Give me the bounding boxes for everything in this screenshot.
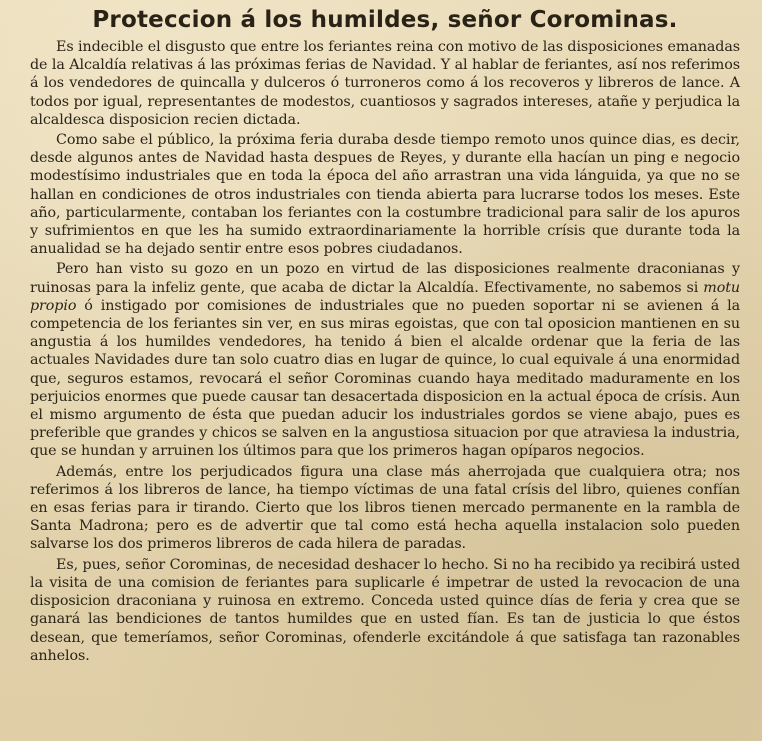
- article-title: Proteccion á los humildes, señor Corominas.: [92, 7, 678, 33]
- paragraph-5: Es, pues, señor Corominas, de necesidad deshacer lo hecho. Si no ha recibido ya recibirá usted la visita de una comision de feriantes para suplicarle é impetrar de usted la revocacion de una disposicion draconiana y ruinosa en extremo. Conceda usted quince días de feria y crea que se ganará las bendiciones de tantos humildes que en usted fían. Es tan de justicia lo que éstos desean, que temeríamos, señor Corominas, ofenderle excitándole á que satisfaga tan razonables anhelos.: [30, 556, 740, 664]
- paragraph-2: Como sabe el público, la próxima feria duraba desde tiempo remoto unos quince dias, es decir, desde algunos antes de Navidad hasta despues de Reyes, y durante ella hacían un ping e negocio modestísimo industriales que en toda la época del año arrastran una vida lánguida, ya que no se hallan en condiciones de otros industriales con tienda abierta para lucrarse todos los meses. Este año, particularmente, contaban los feriantes con la costumbre tradicional para salir de los apuros y sufrimientos en que les ha sumido extraordinariamente la horrible crísis que durante toda la anualidad se ha dejado sentir entre esos pobres ciudadanos.: [30, 132, 740, 258]
- paragraph-3-part-1: Pero han visto su gozo en un pozo en virtud de las disposiciones realmente draconianas y ruinosas para la infeliz gente, que acaba de dictar la Alcaldía. Efectivamente, no sabemos si: [30, 261, 740, 296]
- paragraph-4: Además, entre los perjudicados figura una clase más aherrojada que cualquiera otra; nos referimos á los libreros de lance, ha tiempo víctimas de una fatal crísis del libro, quienes confían en esas ferias para ir tirando. Cierto que los libros tienen mercado permanente en la rambla de Santa Madrona; pero es de advertir que tal como está hecha aquella instalacion solo pueden salvarse los dos primeros libreros de cada hilera de paradas.: [30, 463, 740, 553]
- paragraph-1: Es indecible el disgusto que entre los feriantes reina con motivo de las disposiciones emanadas de la Alcaldía relativas á las próximas ferias de Navidad. Y al hablar de feriantes, así nos referimos á los vendedores de quincalla y dulceros ó turroneros como á los recoveros y libreros de lance. A todos por igual, representantes de modestos, cuantiosos y sagrados intereses, atañe y perjudica la alcaldesca disposicion recien dictada.: [30, 39, 740, 128]
- paragraph-3: [30, 260, 740, 460]
- paragraph-3-part-2: ó instigado por comisiones de industriales que no pueden soportar ni se avienen á la competencia de los feriantes sin ver, en sus miras egoistas, que con tal oposicion mantienen en su angustia á los humildes vendedores, ha tenido á bien el alcalde ordenar que la feria de las actuales Navidades dure tan solo cuatro dias en lugar de quince, lo cual equivale á una enormidad que, seguros estamos, revocará el señor Corominas cuando haya meditado maduramente en los perjuicios enormes que puede causar tan desacertada disposicion en la actual época de crísis. Aun el mismo argumento de ésta que puedan aducir los industriales gordos se viene abajo, pues es preferible que grandes y chicos se salven en la angustiosa situacion por que atraviesa la industria, que se hundan y arruinen los últimos para que los primeros hagan opíparos negocios.: [30, 297, 740, 460]
- paragraph-3-latin-phrase: motu propio: [30, 279, 740, 314]
